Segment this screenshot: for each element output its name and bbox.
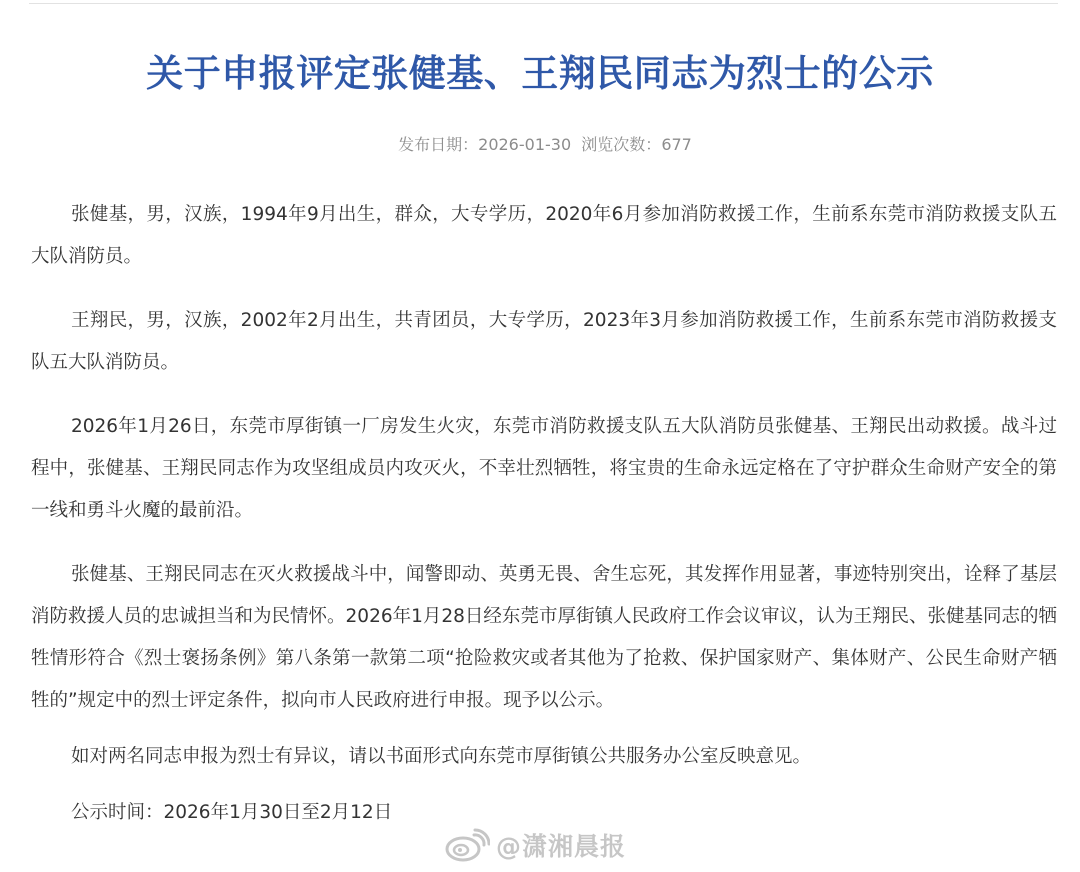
paragraph-objection: 如对两名同志申报为烈士有异议，请以书面形式向东莞市厚街镇公共服务办公室反映意见。 [71, 746, 812, 767]
watermark-text: @潇湘晨报 [496, 832, 627, 861]
source-watermark [444, 823, 626, 867]
article-meta [0, 134, 1080, 156]
paragraph-evaluation: 张健基、王翔民同志在灭火救援战斗中，闻警即动、英勇无畏、舍生忘死，其发挥作用显著，事迹特别突出，诠释了基层消防救援人员的忠诚担当和为民情怀。2026年1月28日经东莞市厚街镇人民政府工作会议审议，认为王翔民、张健基同志的牺牲情形符合《烈士褒扬条例》第八条第一款第二项“抢险救灾或者其他为了抢救、保护国家财产、集体财产、公民生命财产牺牲的”规定中的烈士评定条件，拟向市人民政府进行申报。现予以公示。 [31, 564, 1057, 711]
top-divider [29, 3, 1058, 4]
publish-date-label: 发布日期： [398, 135, 479, 154]
weibo-icon [444, 827, 490, 863]
paragraph-zhang-bio: 张健基，男，汉族，1994年9月出生，群众，大专学历，2020年6月参加消防救援工作，生前系东莞市消防救援支队五大队消防员。 [31, 204, 1057, 267]
article-body [31, 194, 1057, 856]
paragraph-period: 公示时间：2026年1月30日至2月12日 [71, 802, 393, 823]
view-count: 677 [661, 135, 692, 154]
view-count-label: 浏览次数： [581, 135, 662, 154]
paragraph-incident: 2026年1月26日，东莞市厚街镇一厂房发生火灾，东莞市消防救援支队五大队消防员张健基、王翔民出动救援。战斗过程中，张健基、王翔民同志作为攻坚组成员内攻灭火，不幸壮烈牺牲，将宝贵的生命永远定格在了守护群众生命财产安全的第一线和勇斗火魔的最前沿。 [31, 416, 1057, 521]
publish-date: 2026-01-30 [478, 135, 572, 154]
page-title: 关于申报评定张健基、王翔民同志为烈士的公示 [146, 52, 934, 95]
paragraph-wang-bio: 王翔民，男，汉族，2002年2月出生，共青团员，大专学历，2023年3月参加消防救援工作，生前系东莞市消防救援支队五大队消防员。 [31, 310, 1057, 373]
